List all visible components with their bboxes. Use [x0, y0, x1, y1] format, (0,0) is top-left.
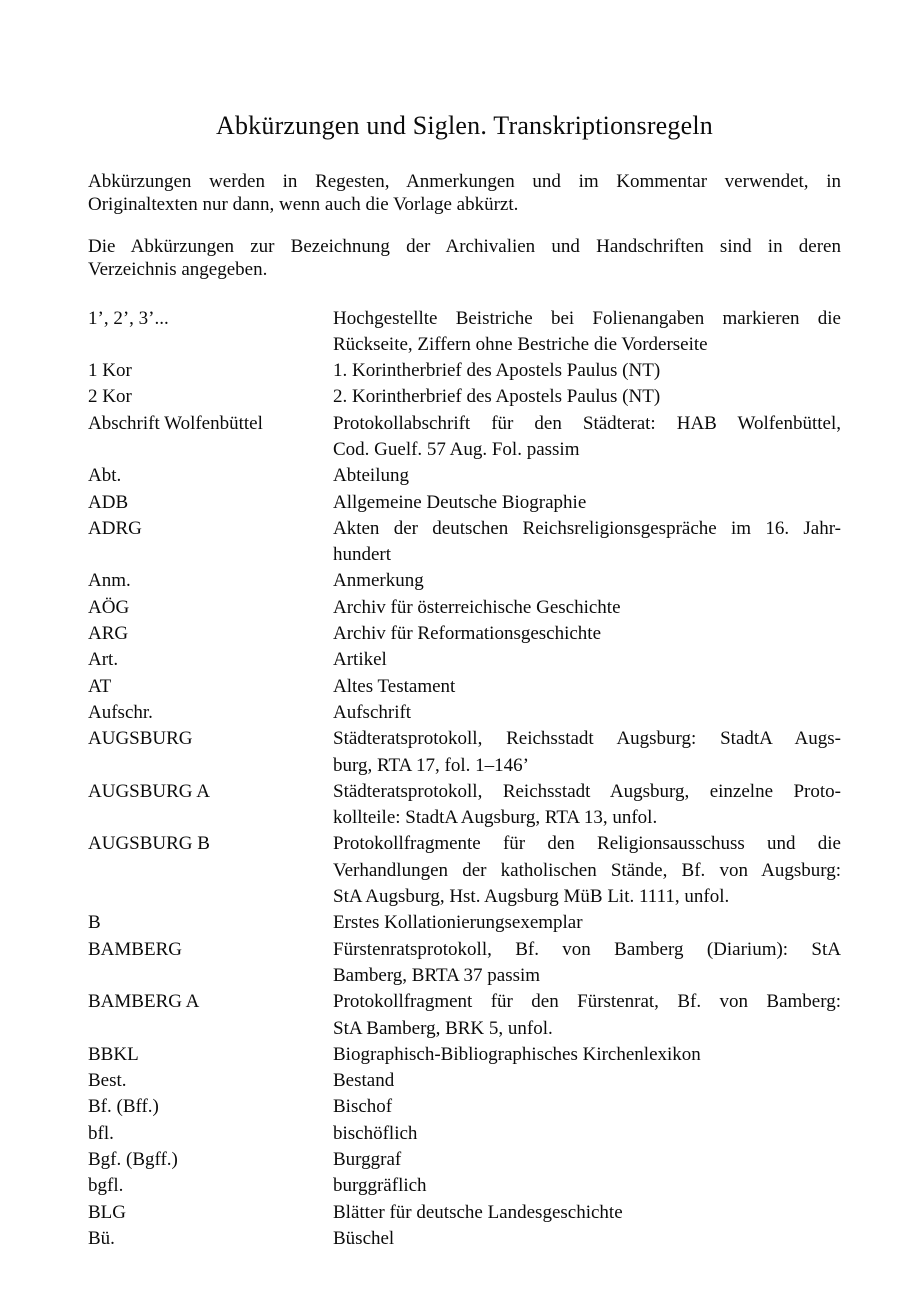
- definition-line: burggräflich: [333, 1175, 427, 1197]
- entry-definition: [333, 1226, 841, 1252]
- definition-line: Rückseite, Ziffern ohne Bestriche die Vorderseite: [333, 333, 708, 355]
- intro-paragraph: [88, 170, 841, 216]
- definition-line: burg, RTA 17, fol. 1–146’: [333, 754, 529, 776]
- entry-definition: [333, 1200, 841, 1226]
- paragraph-line: Originaltexten nur dann, wenn auch die Vorlage abkürzt.: [88, 193, 519, 215]
- entry-definition: [333, 306, 841, 359]
- entry-term: Abt.: [88, 465, 122, 487]
- definition-line: Städteratsprotokoll, Reichsstadt Augsburg: StadtA Augs-: [333, 728, 841, 750]
- definition-line: Protokollfragmente für den Religionsausschuss und die: [333, 833, 841, 855]
- definition-line: Artikel: [333, 649, 387, 671]
- definition-line: Aufschrift: [333, 701, 412, 723]
- entry-term: bfl.: [88, 1122, 114, 1144]
- paragraph-line: Die Abkürzungen zur Bezeichnung der Archivalien und Handschriften sind in deren: [88, 235, 841, 257]
- document-page: [88, 0, 841, 1252]
- entry-definition: [333, 384, 841, 410]
- entry-definition: [333, 989, 841, 1042]
- definition-line: Burggraf: [333, 1149, 402, 1170]
- definition-line: Altes Testament: [333, 675, 456, 697]
- abbreviation-entry: [88, 595, 841, 621]
- entry-term: bgfl.: [88, 1175, 124, 1197]
- entry-term: BAMBERG A: [88, 991, 200, 1013]
- entry-term: Abschrift Wolfenbüttel: [88, 412, 263, 434]
- entry-definition: [333, 516, 841, 569]
- abbreviation-list: [88, 306, 841, 1253]
- definition-line: hundert: [333, 544, 392, 566]
- entry-term: 1 Kor: [88, 360, 132, 382]
- entry-definition: [333, 1121, 841, 1147]
- entry-definition: [333, 1042, 841, 1068]
- definition-line: Verhandlungen der katholischen Stände, Bf. von Augsburg:: [333, 859, 841, 881]
- definition-line: Bamberg, BRTA 37 passim: [333, 964, 541, 986]
- entry-term: AÖG: [88, 596, 130, 618]
- abbreviation-entry: [88, 1068, 841, 1094]
- entry-definition: [333, 621, 841, 647]
- definition-line: Archiv für Reformationsgeschichte: [333, 623, 602, 645]
- definition-line: Hochgestellte Beistriche bei Folienangaben markieren die: [333, 307, 841, 329]
- entry-term: AUGSBURG A: [88, 780, 210, 802]
- definition-line: Archiv für österreichische Geschichte: [333, 596, 621, 618]
- abbreviation-entry: [88, 1226, 841, 1252]
- definition-line: Bestand: [333, 1070, 395, 1092]
- entry-term: AUGSBURG B: [88, 833, 210, 855]
- definition-line: Anmerkung: [333, 570, 424, 592]
- abbreviation-entry: [88, 306, 841, 359]
- entry-definition: [333, 1068, 841, 1094]
- definition-line: bischöflich: [333, 1122, 418, 1144]
- definition-line: Abteilung: [333, 465, 409, 487]
- entry-definition: [333, 937, 841, 990]
- entry-term: ADB: [88, 491, 129, 513]
- paragraph-line: Verzeichnis angegeben.: [88, 258, 268, 280]
- entry-term: Art.: [88, 649, 119, 671]
- abbreviation-entry: [88, 1200, 841, 1226]
- abbreviation-entry: [88, 989, 841, 1042]
- abbreviation-entry: [88, 726, 841, 779]
- intro-paragraph: [88, 235, 841, 281]
- abbreviation-entry: [88, 1173, 841, 1199]
- definition-line: Akten der deutschen Reichsreligionsgespräche im 16. Jahr-: [333, 517, 841, 539]
- abbreviation-entry: [88, 1147, 841, 1173]
- abbreviation-entry: [88, 1042, 841, 1068]
- entry-definition: [333, 1094, 841, 1120]
- definition-line: 2. Korintherbrief des Apostels Paulus (NT): [333, 386, 661, 408]
- entry-term: BBKL: [88, 1043, 139, 1065]
- definition-line: Blätter für deutsche Landesgeschichte: [333, 1201, 623, 1223]
- abbreviation-entry: [88, 779, 841, 832]
- definition-line: Fürstenratsprotokoll, Bf. von Bamberg (Diarium): StA: [333, 938, 841, 960]
- entry-definition: [333, 1147, 841, 1173]
- entry-definition: [333, 647, 841, 673]
- definition-line: Erstes Kollationierungsexemplar: [333, 912, 583, 934]
- abbreviation-entry: [88, 490, 841, 516]
- definition-line: 1. Korintherbrief des Apostels Paulus (NT): [333, 360, 661, 382]
- abbreviation-entry: [88, 831, 841, 910]
- entry-term: Bgf. (Bgff.): [88, 1149, 178, 1170]
- abbreviation-entry: [88, 937, 841, 990]
- entry-term: Bf. (Bff.): [88, 1096, 159, 1118]
- definition-line: Städteratsprotokoll, Reichsstadt Augsburg, einzelne Proto-: [333, 780, 841, 802]
- entry-definition: [333, 700, 841, 726]
- entry-definition: [333, 490, 841, 516]
- entry-term: 2 Kor: [88, 386, 132, 408]
- definition-line: StA Bamberg, BRK 5, unfol.: [333, 1017, 553, 1039]
- entry-definition: [333, 726, 841, 779]
- abbreviation-entry: [88, 621, 841, 647]
- definition-line: Biographisch-Bibliographisches Kirchenlexikon: [333, 1043, 701, 1065]
- abbreviation-entry: [88, 516, 841, 569]
- entry-definition: [333, 358, 841, 384]
- page-title: Abkürzungen und Siglen. Transkriptionsregeln: [216, 111, 713, 140]
- definition-line: Allgemeine Deutsche Biographie: [333, 491, 587, 513]
- entry-definition: [333, 568, 841, 594]
- intro-paragraphs: [88, 170, 841, 281]
- entry-term: AUGSBURG: [88, 728, 193, 750]
- definition-line: StA Augsburg, Hst. Augsburg MüB Lit. 1111, unfol.: [333, 886, 730, 908]
- abbreviation-entry: [88, 463, 841, 489]
- definition-line: Büschel: [333, 1227, 395, 1249]
- entry-term: Bü.: [88, 1227, 115, 1249]
- definition-line: Protokollabschrift für den Städterat: HAB Wolfenbüttel,: [333, 412, 841, 434]
- entry-term: Best.: [88, 1070, 127, 1092]
- definition-line: kollteile: StadtA Augsburg, RTA 13, unfol.: [333, 807, 658, 829]
- entry-definition: [333, 1173, 841, 1199]
- abbreviation-entry: [88, 358, 841, 384]
- entry-term: Aufschr.: [88, 701, 153, 723]
- paragraph-line: Abkürzungen werden in Regesten, Anmerkungen und im Kommentar verwendet, in: [88, 170, 841, 192]
- abbreviation-entry: [88, 674, 841, 700]
- entry-term: BAMBERG: [88, 938, 182, 960]
- entry-term: 1’, 2’, 3’...: [88, 307, 169, 329]
- abbreviation-entry: [88, 910, 841, 936]
- entry-definition: [333, 779, 841, 832]
- entry-term: ADRG: [88, 517, 142, 539]
- entry-term: B: [88, 912, 101, 934]
- entry-definition: [333, 910, 841, 936]
- entry-definition: [333, 595, 841, 621]
- entry-definition: [333, 411, 841, 464]
- entry-term: Anm.: [88, 570, 131, 592]
- entry-definition: [333, 674, 841, 700]
- abbreviation-entry: [88, 411, 841, 464]
- abbreviation-entry: [88, 1094, 841, 1120]
- entry-term: AT: [88, 675, 112, 697]
- entry-term: BLG: [88, 1201, 126, 1223]
- abbreviation-entry: [88, 647, 841, 673]
- entry-definition: [333, 463, 841, 489]
- definition-line: Protokollfragment für den Fürstenrat, Bf. von Bamberg:: [333, 991, 841, 1013]
- abbreviation-entry: [88, 1121, 841, 1147]
- entry-definition: [333, 831, 841, 910]
- abbreviation-entry: [88, 568, 841, 594]
- definition-line: Bischof: [333, 1096, 393, 1118]
- definition-line: Cod. Guelf. 57 Aug. Fol. passim: [333, 438, 580, 460]
- abbreviation-entry: [88, 384, 841, 410]
- abbreviation-entry: [88, 700, 841, 726]
- entry-term: ARG: [88, 623, 129, 645]
